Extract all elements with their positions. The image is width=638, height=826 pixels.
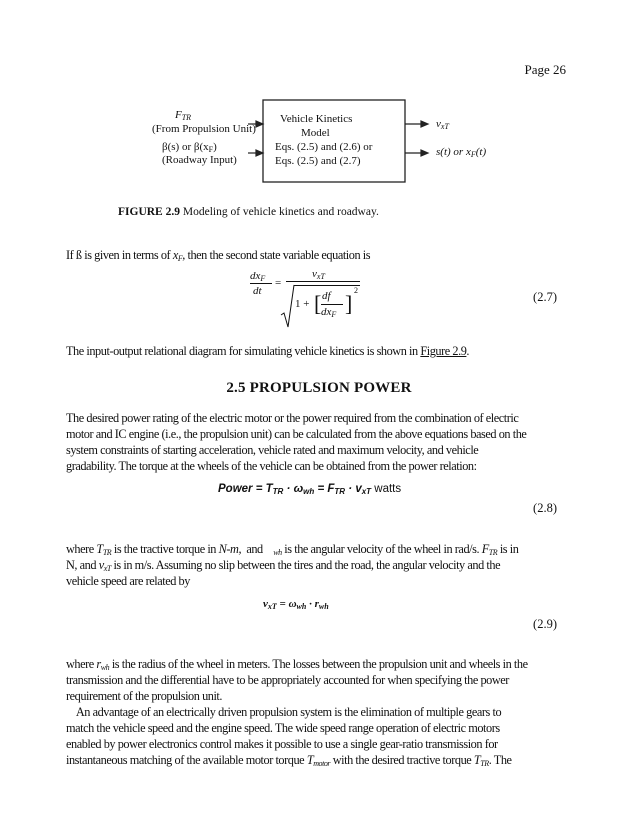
- page-number: Page 26: [524, 62, 566, 77]
- para-3-line-2: motor and IC engine (i.e., the propulsion unit) can be calculated from the above equations based on the: [66, 427, 527, 441]
- input-ftr: $F_{TR}$: [175, 109, 192, 122]
- equation-number-2-9: (2.9): [533, 617, 557, 631]
- para-4-line-1: where $T_{TR}$ is the tractive torque in N-m, and $_{wh}$ is the angular velocity of the wheel in rad/s. $F_{TR}$ is in: [66, 542, 519, 557]
- para-5-line-2: transmission and the differential have to be appropriately accounted for when specifying the power: [66, 673, 509, 687]
- input-arrowhead-beta: [256, 150, 263, 156]
- para-6-line-2: match the vehicle speed and the engine speed. The wide speed range operation of electric motors: [66, 721, 500, 735]
- para-1: If ß is given in terms of $x_F$, then the second state variable equation is: [66, 248, 371, 263]
- box-line-4: Eqs. (2.5) and (2.7): [275, 155, 361, 167]
- sqrt-sign: [280, 283, 296, 329]
- input-ftr-label: (From Propulsion Unit): [152, 123, 256, 135]
- output-arrowhead-vxt: [421, 121, 428, 127]
- para-5-line-1: where $r_{wh}$ is the radius of the wheel in meters. The losses between the propulsion unit and wheels in the: [66, 657, 528, 672]
- input-arrowhead-ftr: [256, 121, 263, 127]
- figure-caption: FIGURE 2.9 Modeling of vehicle kinetics and roadway.: [118, 206, 379, 218]
- para-4-line-3: vehicle speed are related by: [66, 574, 190, 588]
- equation-number-2-7: (2.7): [533, 290, 557, 304]
- input-beta: β(s) or $\beta(x_F)$: [162, 141, 217, 154]
- para-6-line-3: enabled by power electronics control makes it possible to use a single gear-ratio transmission for: [66, 737, 498, 751]
- equation-number-2-8: (2.8): [533, 501, 557, 515]
- para-3-line-3: system constraints of starting acceleration, vehicle rated and maximum velocity, and vehicle: [66, 443, 479, 457]
- para-5-line-3: requirement of the propulsion unit.: [66, 689, 223, 703]
- para-3-line-1: The desired power rating of the electric motor or the power required from the combination of electric: [66, 411, 519, 425]
- box-line-1: Vehicle Kinetics: [280, 113, 353, 125]
- output-vxt: $v_{xT}$: [436, 118, 449, 131]
- para-6-line-4: instantaneous matching of the available motor torque $T_{motor}$ with the desired tractive torque $T_{TR}$. The: [66, 753, 512, 768]
- output-s: s(t) or $x_F(t)$: [436, 146, 487, 159]
- input-roadway-label: (Roadway Input): [162, 154, 237, 166]
- equation-2-7: $dx_F$ dt = $v_{xT}$ 1 + [ df $dx_F$ ] 2: [250, 268, 370, 328]
- section-title: 2.5 PROPULSION POWER: [226, 380, 412, 396]
- equation-2-8: Power = $T_{TR} \cdot \omega_{wh} = F_{TR} \cdot v_{xT}$ watts: [218, 483, 402, 496]
- para-2: The input-output relational diagram for simulating vehicle kinetics is shown in Figure 2.9.: [66, 344, 470, 358]
- equation-2-9: $v_{xT} = \omega_{wh} \cdot r_{wh}$: [263, 598, 329, 611]
- box-line-3: Eqs. (2.5) and (2.6) or: [275, 141, 373, 153]
- para-4-line-2: N, and $v_{xT}$ is in m/s. Assuming no slip between the tires and the road, the angular velocity and the: [66, 558, 501, 573]
- figure-2-9-link[interactable]: Figure 2.9: [420, 344, 467, 358]
- output-arrowhead-s: [421, 150, 428, 156]
- para-3-line-4: gradability. The torque at the wheels of the vehicle can be obtained from the power relation:: [66, 459, 477, 473]
- box-line-2: Model: [301, 127, 330, 139]
- para-6-line-1: An advantage of an electrically driven propulsion system is the elimination of multiple gears to: [66, 705, 502, 719]
